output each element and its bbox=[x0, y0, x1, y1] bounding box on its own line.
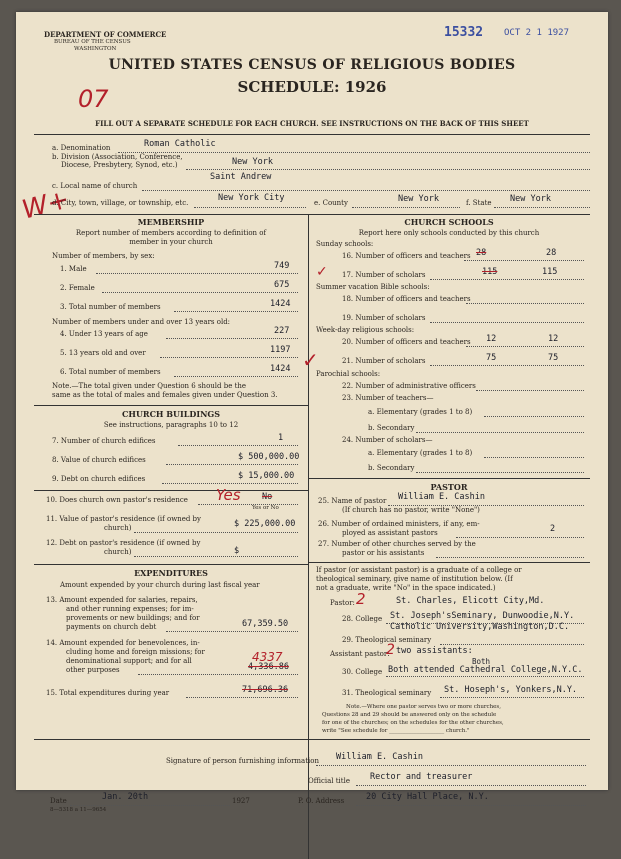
census-form-sheet bbox=[16, 12, 608, 813]
q12-label: 12. Debt on pastor's residence (if owned by bbox=[46, 539, 201, 547]
sunday-label: Sunday schools: bbox=[316, 240, 374, 248]
buildings-sub: See instructions, paragraphs 10 to 12 bbox=[103, 421, 239, 429]
q25-hint: (If church has no pastor, write "None") bbox=[342, 506, 480, 514]
state-value: New York bbox=[510, 194, 551, 204]
q4-value: 227 bbox=[274, 326, 290, 336]
q31-value: St. Hoseph's, Yonkers,N.Y. bbox=[444, 685, 578, 695]
stamp-date: OCT 2 1 1927 bbox=[504, 28, 570, 38]
q28-value-2: Catholic University,Washington,D.C. bbox=[390, 622, 570, 632]
q9-label: 9. Debt on church edifices bbox=[52, 475, 146, 483]
q27-line-1: 27. Number of other churches served by the bbox=[318, 540, 476, 548]
city-value: New York City bbox=[218, 193, 285, 203]
state-label: f. State bbox=[466, 199, 492, 207]
q20-value-b: 12 bbox=[548, 334, 559, 344]
stamp-number: 15332 bbox=[444, 25, 484, 40]
members-by-age-label: Number of members under and over 13 years old: bbox=[52, 318, 231, 326]
graduate-intro-3: not a graduate, write "No" in the space indicated.) bbox=[316, 584, 496, 592]
q13-line-1: 13. Amount expended for salaries, repairs, bbox=[46, 596, 198, 604]
q11-value: $ 225,000.00 bbox=[234, 519, 296, 529]
q26-line-1: 26. Number of ordained ministers, if any, em- bbox=[318, 520, 480, 528]
q7-value: 1 bbox=[278, 433, 284, 443]
signature-label: Signature of person furnishing information bbox=[166, 757, 320, 765]
q2-label: 2. Female bbox=[60, 284, 95, 292]
membership-sub-2: member in your church bbox=[129, 238, 213, 246]
schools-title: CHURCH SCHOOLS bbox=[404, 217, 494, 227]
q10-value-yes: Yes bbox=[216, 486, 241, 504]
q9-value: $ 15,000.00 bbox=[238, 471, 295, 481]
q25-value: William E. Cashin bbox=[398, 492, 485, 502]
graduate-intro-1: If pastor (or assistant pastor) is a graduate of a college or bbox=[316, 566, 522, 574]
year-label: 1927 bbox=[232, 797, 250, 805]
q19-label: 19. Number of scholars bbox=[342, 314, 426, 322]
pastor-title: PASTOR bbox=[430, 482, 468, 492]
weekday-label: Week-day religious schools: bbox=[316, 326, 415, 334]
q16-value: 28 bbox=[546, 248, 557, 258]
q6-label: 6. Total number of members bbox=[60, 368, 161, 376]
q25-label: 25. Name of pastor bbox=[318, 497, 387, 505]
q15-label: 15. Total expenditures during year bbox=[46, 689, 170, 697]
official-title-value: Rector and treasurer bbox=[370, 772, 473, 782]
county-value: New York bbox=[398, 194, 439, 204]
division-label-2: Diocese, Presbytery, Synod, etc.) bbox=[61, 161, 178, 169]
q23b-label: b. Secondary bbox=[368, 424, 415, 432]
q27-line-2: pastor or his assistants bbox=[342, 549, 425, 557]
membership-sub-1: Report number of members according to definition of bbox=[75, 229, 267, 237]
q13-line-4: payments on church debt bbox=[66, 623, 157, 631]
membership-title: MEMBERSHIP bbox=[137, 217, 205, 227]
q13-line-3: provements or new buildings; and for bbox=[66, 614, 200, 622]
q20-label: 20. Number of officers and teachers bbox=[342, 338, 471, 346]
schedule-title: SCHEDULE: 1926 bbox=[237, 78, 387, 96]
q26-value: 2 bbox=[550, 524, 556, 534]
q12-value: $ bbox=[234, 546, 240, 556]
q14-line-3: denominational support; and for all bbox=[66, 657, 192, 665]
members-by-sex-label: Number of members, by sex: bbox=[52, 252, 155, 260]
signature-value: William E. Cashin bbox=[336, 752, 423, 762]
q5-value: 1197 bbox=[270, 345, 291, 355]
denomination-value: Roman Catholic bbox=[144, 139, 216, 149]
pastor-label: Pastor: bbox=[330, 599, 355, 607]
q21-label: 21. Number of scholars bbox=[342, 357, 426, 365]
pastor-note-3: for one of the churches; on the schedules for the other churches, bbox=[322, 720, 504, 726]
yes-or-no-hint: Yes or No bbox=[252, 505, 279, 511]
q21-value-b: 75 bbox=[548, 353, 559, 363]
q17-label: 17. Number of scholars bbox=[342, 271, 426, 279]
denomination-label: a. Denomination bbox=[52, 144, 111, 152]
q24-label: 24. Number of scholars— bbox=[342, 436, 433, 444]
q22-label: 22. Number of administrative officers bbox=[342, 382, 476, 390]
expenditures-title: EXPENDITURES bbox=[134, 568, 208, 578]
membership-note-2: same as the total of males and females given under Question 3. bbox=[52, 391, 278, 399]
pastor-note-1: Note.—Where one pastor serves two or more churches, bbox=[346, 704, 502, 710]
q5-label: 5. 13 years old and over bbox=[60, 349, 146, 357]
q6-value: 1424 bbox=[270, 364, 291, 374]
q23-label: 23. Number of teachers— bbox=[342, 394, 434, 402]
buildings-title: CHURCH BUILDINGS bbox=[122, 409, 220, 419]
q30-value: Both attended Cathedral College,N.Y.C. bbox=[388, 665, 583, 675]
city-label: WASHINGTON bbox=[74, 46, 117, 52]
q10-label: 10. Does church own pastor's residence bbox=[46, 496, 188, 504]
q16-label: 16. Number of officers and teachers bbox=[342, 252, 471, 260]
q24a-label: a. Elementary (grades 1 to 8) bbox=[368, 449, 473, 457]
division-value: New York bbox=[232, 157, 273, 167]
form-title: UNITED STATES CENSUS OF RELIGIOUS BODIES bbox=[108, 57, 516, 73]
pastor-college-value: St. Charles, Elicott City,Md. bbox=[396, 596, 545, 606]
q15-value: 71,696.36 bbox=[242, 685, 289, 695]
q17-value-original: 115 bbox=[482, 267, 498, 277]
q2-value: 675 bbox=[274, 280, 290, 290]
date-value: Jan. 20th bbox=[102, 792, 149, 802]
pastor-note-2: Questions 28 and 29 should be answered only on the schedule bbox=[322, 712, 497, 718]
instruction-line: FILL OUT A SEPARATE SCHEDULE FOR EACH CHURCH. SEE INSTRUCTIONS ON THE BACK OF THIS SHEET bbox=[95, 119, 529, 128]
po-address-value: 20 City Hall Place, N.Y. bbox=[366, 792, 489, 802]
date-label: Date bbox=[50, 797, 67, 805]
q18-label: 18. Number of officers and teachers bbox=[342, 295, 471, 303]
q3-label: 3. Total number of members bbox=[60, 303, 161, 311]
pastor-handwritten-mark: 2 bbox=[356, 590, 366, 608]
q31-label: 31. Theological seminary bbox=[342, 689, 432, 697]
q16-value-original: 28 bbox=[476, 248, 487, 258]
q11-label-2: church) bbox=[104, 524, 132, 532]
q21-value-a: 75 bbox=[486, 353, 497, 363]
q14-line-2: cluding home and foreign missions; for bbox=[66, 648, 205, 656]
membership-note-1: Note.—The total given under Question 6 should be the bbox=[52, 382, 247, 390]
pastor-note-4: write "See schedule for ____________________ church." bbox=[322, 728, 470, 734]
q24b-label: b. Secondary bbox=[368, 464, 415, 472]
q7-label: 7. Number of church edifices bbox=[52, 437, 156, 445]
q28-label: 28. College bbox=[342, 615, 383, 623]
county-label: e. County bbox=[314, 199, 348, 207]
checkmark-icon: ✓ bbox=[302, 348, 319, 372]
q30-label: 30. College bbox=[342, 668, 383, 676]
summer-label: Summer vacation Bible schools: bbox=[316, 283, 430, 291]
q8-label: 8. Value of church edifices bbox=[52, 456, 146, 464]
q14-value: 4,336.86 bbox=[248, 662, 289, 672]
handwritten-07: 07 bbox=[78, 85, 109, 113]
graduate-intro-2: theological seminary, give name of institution below. (If bbox=[316, 575, 513, 583]
q13-line-2: and other running expenses; for im- bbox=[66, 605, 194, 613]
form-number: 8—5318 a 11—9654 bbox=[50, 807, 107, 813]
q14-line-1: 14. Amount expended for benevolences, in- bbox=[46, 639, 200, 647]
assistant-pastor-label: Assistant pastor: bbox=[330, 650, 390, 658]
both-note: Both bbox=[472, 657, 491, 666]
q26-line-2: ployed as assistant pastors bbox=[342, 529, 438, 537]
q17-checkmark-icon: ✓ bbox=[316, 264, 328, 280]
q29-label: 29. Theological seminary bbox=[342, 636, 432, 644]
assistant-handwritten-mark: 2 bbox=[386, 642, 395, 658]
division-label: b. Division (Association, Conference, bbox=[52, 153, 183, 161]
q13-value: 67,359.50 bbox=[242, 619, 289, 629]
handwritten-side-mark: W+ bbox=[18, 184, 73, 226]
q12-label-2: church) bbox=[104, 548, 132, 556]
assistant-count-value: two assistants: bbox=[396, 646, 473, 656]
q10-value-no: No bbox=[262, 492, 273, 502]
church-name-label: c. Local name of church bbox=[52, 182, 138, 190]
official-title-label: Official title bbox=[308, 777, 350, 785]
q28-value: St. Joseph'sSeminary, Dunwoodie,N.Y. bbox=[390, 611, 575, 621]
q14-handwritten-value: 4337 bbox=[252, 650, 283, 664]
q14-line-4: other purposes bbox=[66, 666, 120, 674]
church-name-value: Saint Andrew bbox=[210, 172, 272, 182]
q1-value: 749 bbox=[274, 261, 290, 271]
q17-value: 115 bbox=[542, 267, 558, 277]
q3-value: 1424 bbox=[270, 299, 291, 309]
po-address-label: P. O. Address bbox=[298, 797, 345, 805]
city-label-field: d. City, town, village, or township, etc. bbox=[52, 199, 189, 207]
bureau-label: BUREAU OF THE CENSUS bbox=[54, 39, 131, 45]
q8-value: $ 500,000.00 bbox=[238, 452, 300, 462]
q4-label: 4. Under 13 years of age bbox=[60, 330, 148, 338]
q11-label: 11. Value of pastor's residence (if owned by bbox=[46, 515, 201, 523]
expenditures-sub: Amount expended by your church during last fiscal year bbox=[60, 581, 260, 589]
schools-sub: Report here only schools conducted by this church bbox=[358, 229, 540, 237]
department-label: DEPARTMENT OF COMMERCE bbox=[44, 30, 167, 39]
q23a-label: a. Elementary (grades 1 to 8) bbox=[368, 408, 473, 416]
q20-value-a: 12 bbox=[486, 334, 497, 344]
q1-label: 1. Male bbox=[60, 265, 87, 273]
parochial-label: Parochial schools: bbox=[316, 370, 381, 378]
